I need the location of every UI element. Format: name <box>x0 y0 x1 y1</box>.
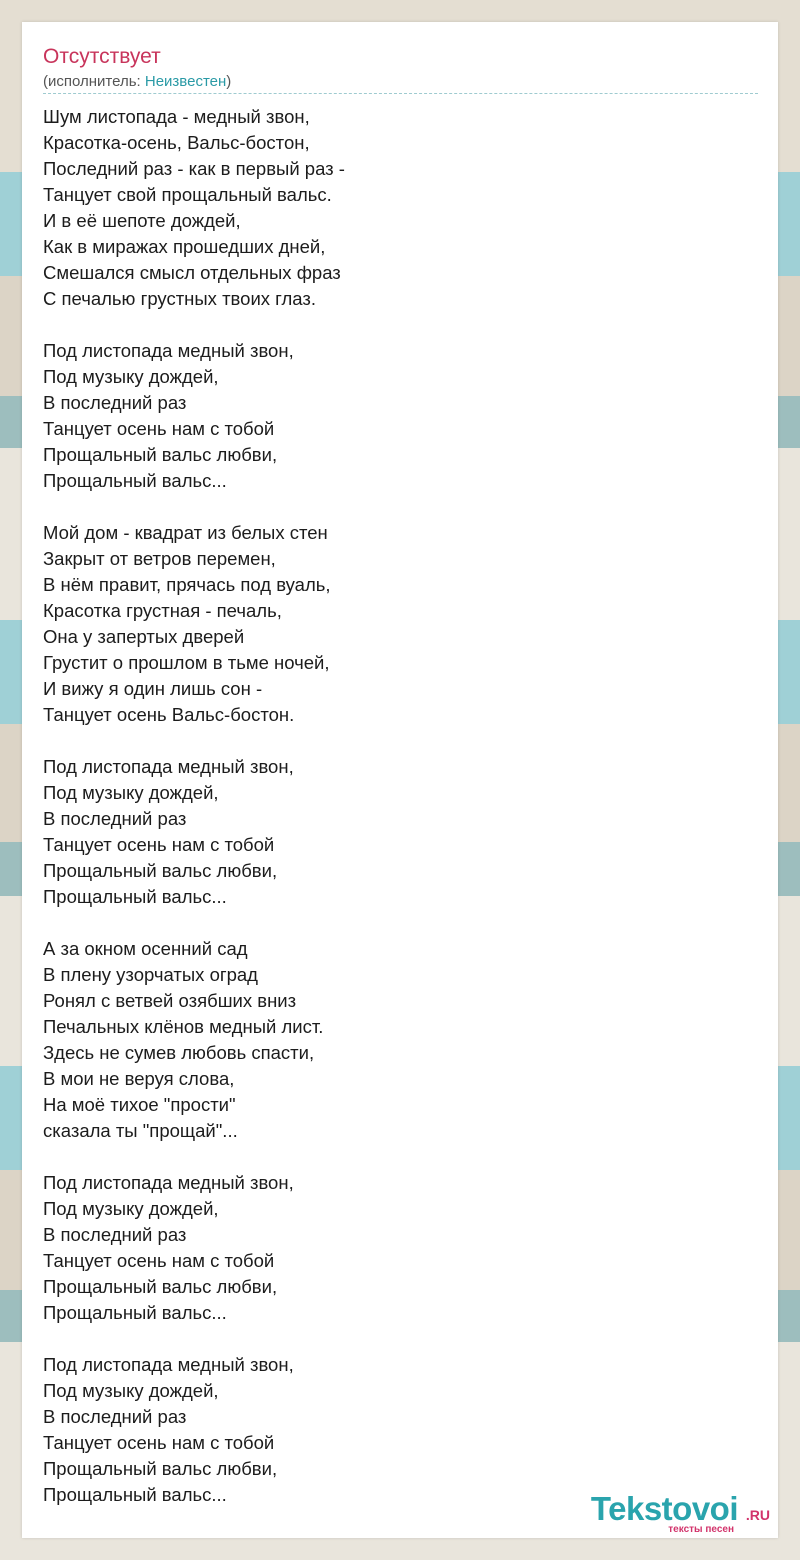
lyric-line: Шум листопада - медный звон, <box>43 106 310 127</box>
logo-tagline: тексты песен <box>668 1524 734 1535</box>
lyric-line: Танцует осень нам с тобой <box>43 834 275 855</box>
lyric-line: Прощальный вальс... <box>43 1484 227 1505</box>
lyrics-body <box>43 104 743 1534</box>
lyric-line: Под музыку дождей, <box>43 782 219 803</box>
lyric-line: Прощальный вальс любви, <box>43 1458 278 1479</box>
lyric-line: Здесь не сумев любовь спасти, <box>43 1042 315 1063</box>
lyric-line: Под листопада медный звон, <box>43 1172 294 1193</box>
lyric-line: В последний раз <box>43 1406 187 1427</box>
lyric-line: Последний раз - как в первый раз - <box>43 158 345 179</box>
lyric-line: Танцует осень нам с тобой <box>43 1432 275 1453</box>
lyric-line: Закрыт от ветров перемен, <box>43 548 276 569</box>
lyric-line: сказала ты "прощай"... <box>43 1120 238 1141</box>
lyrics-stanza <box>43 104 743 312</box>
lyric-line: Прощальный вальс... <box>43 470 227 491</box>
lyric-line: Грустит о прошлом в тьме ночей, <box>43 652 330 673</box>
lyrics-stanza <box>43 1352 743 1508</box>
lyrics-stanza <box>43 1170 743 1326</box>
logo-wordmark: Tekstovoi <box>590 1490 738 1527</box>
lyric-line: Как в миражах прошедших дней, <box>43 236 326 257</box>
lyric-line: Печальных клёнов медный лист. <box>43 1016 324 1037</box>
lyrics-stanza <box>43 936 743 1144</box>
artist-line <box>43 72 231 92</box>
lyric-line: Под музыку дождей, <box>43 366 219 387</box>
lyric-line: Смешался смысл отдельных фраз <box>43 262 341 283</box>
lyric-line: Красотка-осень, Вальс-бостон, <box>43 132 310 153</box>
lyric-line: А за окном осенний сад <box>43 938 248 959</box>
lyric-line: Мой дом - квадрат из белых стен <box>43 522 328 543</box>
artist-link[interactable]: Неизвестен <box>144 73 227 90</box>
song-title: Отсутствует <box>43 45 161 68</box>
lyric-line: Под листопада медный звон, <box>43 756 294 777</box>
lyric-line: В последний раз <box>43 1224 187 1245</box>
lyric-line: Под листопада медный звон, <box>43 340 294 361</box>
lyric-line: Она у запертых дверей <box>43 626 245 647</box>
lyric-line: Танцует осень нам с тобой <box>43 418 275 439</box>
lyric-line: Под листопада медный звон, <box>43 1354 294 1375</box>
lyric-line: И вижу я один лишь сон - <box>43 678 263 699</box>
lyric-line: В последний раз <box>43 808 187 829</box>
lyric-line: На моё тихое "прости" <box>43 1094 236 1115</box>
lyric-line: Танцует осень нам с тобой <box>43 1250 275 1271</box>
lyric-line: Прощальный вальс... <box>43 886 227 907</box>
header-divider <box>43 93 758 94</box>
lyric-line: Красотка грустная - печаль, <box>43 600 282 621</box>
lyric-line: Прощальный вальс любви, <box>43 1276 278 1297</box>
lyric-line: И в её шепоте дождей, <box>43 210 241 231</box>
lyric-line: В плену узорчатых оград <box>43 964 258 985</box>
lyric-line: Танцует осень Вальс-бостон. <box>43 704 295 725</box>
lyric-line: В нём правит, прячась под вуаль, <box>43 574 331 595</box>
site-logo[interactable] <box>560 1488 770 1536</box>
lyric-line: В последний раз <box>43 392 187 413</box>
lyrics-card <box>22 22 778 1538</box>
lyrics-stanza <box>43 754 743 910</box>
lyric-line: Ронял с ветвей озябших вниз <box>43 990 297 1011</box>
lyric-line: Прощальный вальс любви, <box>43 860 278 881</box>
artist-prefix: (исполнитель: <box>43 73 145 90</box>
lyric-line: Прощальный вальс... <box>43 1302 227 1323</box>
lyrics-stanza <box>43 520 743 728</box>
lyric-line: В мои не веруя слова, <box>43 1068 235 1089</box>
lyric-line: Под музыку дождей, <box>43 1198 219 1219</box>
artist-suffix: ) <box>226 73 232 90</box>
lyrics-stanza <box>43 338 743 494</box>
logo-tld: .RU <box>745 1507 770 1523</box>
lyric-line: С печалью грустных твоих глаз. <box>43 288 317 309</box>
lyric-line: Прощальный вальс любви, <box>43 444 278 465</box>
lyric-line: Танцует свой прощальный вальс. <box>43 184 332 205</box>
lyric-line: Под музыку дождей, <box>43 1380 219 1401</box>
